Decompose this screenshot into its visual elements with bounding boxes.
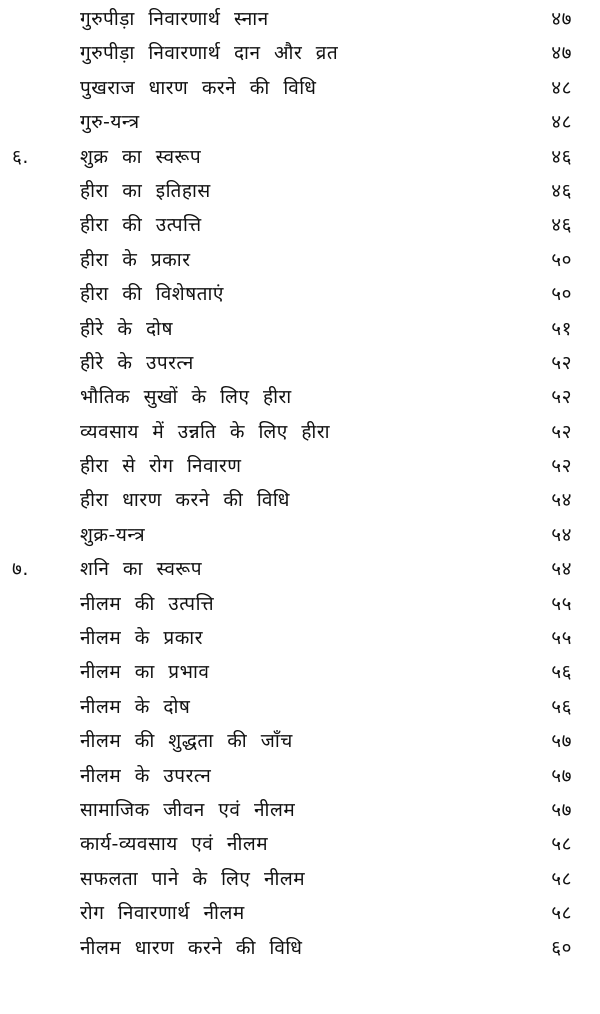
entry-title: नीलम की शुद्धता की जाँच (80, 730, 293, 753)
toc-entry (0, 655, 600, 689)
entry-title: व्यवसाय में उन्नति के लिए हीरा (80, 420, 331, 443)
page-number: ४६ (551, 145, 572, 168)
entry-title: पुखराज धारण करने की विधि (80, 76, 317, 99)
entry-title: नीलम की उत्पत्ति (80, 592, 215, 615)
page-number: ५२ (551, 455, 572, 478)
toc-entry (0, 931, 600, 965)
toc-entry (0, 621, 600, 655)
page-number: ५६ (551, 661, 572, 684)
entry-title: रोग निवारणार्थ नीलम (80, 902, 245, 925)
page-number: ४६ (551, 179, 572, 202)
entry-title: हीरा के प्रकार (80, 248, 191, 271)
toc-entry (0, 552, 600, 586)
entry-title: नीलम के दोष (80, 695, 191, 718)
page-number: ५७ (551, 764, 572, 787)
page-number: ५८ (551, 833, 572, 856)
toc-entry (0, 690, 600, 724)
entry-title: नीलम धारण करने की विधि (80, 936, 303, 959)
entry-title: हीरा का इतिहास (80, 179, 211, 202)
toc-entry (0, 483, 600, 517)
toc-entry (0, 518, 600, 552)
toc-entry (0, 36, 600, 70)
entry-title: हीरे के दोष (80, 317, 173, 340)
page-number: ५८ (551, 867, 572, 890)
toc-entry (0, 759, 600, 793)
entry-title: नीलम के उपरत्न (80, 764, 212, 787)
page-number: ५२ (551, 351, 572, 374)
toc-entry (0, 277, 600, 311)
toc-entry (0, 793, 600, 827)
entry-title: सफलता पाने के लिए नीलम (80, 867, 306, 890)
entry-title: शुक्र का स्वरूप (80, 145, 202, 168)
entry-title: गुरु-यन्त्र (80, 111, 140, 134)
chapter-number: ६. (12, 145, 29, 168)
page-number: ४६ (551, 214, 572, 237)
entry-title: हीरा धारण करने की विधि (80, 489, 290, 512)
page-number: ५५ (551, 627, 572, 650)
toc-entry (0, 827, 600, 861)
toc-entry (0, 724, 600, 758)
page-number: ५६ (551, 695, 572, 718)
toc-entry (0, 862, 600, 896)
entry-title: भौतिक सुखों के लिए हीरा (80, 386, 292, 409)
page-number: ४८ (551, 111, 572, 134)
toc-entry (0, 105, 600, 139)
page-number: ५४ (551, 489, 572, 512)
page-number: ५८ (551, 902, 572, 925)
entry-title: शनि का स्वरूप (80, 558, 202, 581)
page-number: ५२ (551, 420, 572, 443)
toc-entry (0, 449, 600, 483)
entry-title: नीलम का प्रभाव (80, 661, 210, 684)
page-number: ५१ (551, 317, 572, 340)
toc-entry (0, 896, 600, 930)
toc-entry (0, 174, 600, 208)
page-number: ४७ (551, 8, 572, 30)
toc-entry (0, 346, 600, 380)
page-number: ५७ (551, 798, 572, 821)
entry-title: हीरा की विशेषताएं (80, 283, 224, 306)
entry-title: हीरा से रोग निवारण (80, 455, 242, 478)
page-number: ५२ (551, 386, 572, 409)
page-number: ५४ (551, 558, 572, 581)
toc-entry (0, 71, 600, 105)
page-number: ४७ (551, 42, 572, 65)
page-number: ६० (551, 936, 572, 959)
entry-title: नीलम के प्रकार (80, 627, 203, 650)
toc-entry (0, 380, 600, 414)
page-number: ५० (551, 283, 572, 306)
page-number: ५७ (551, 730, 572, 753)
entry-title: हीरे के उपरत्न (80, 351, 194, 374)
entry-title: गुरुपीड़ा निवारणार्थ स्नान (80, 8, 269, 30)
toc-entry (0, 243, 600, 277)
entry-title: शुक्र-यन्त्र (80, 523, 146, 546)
toc-entry (0, 415, 600, 449)
chapter-number: ७. (12, 558, 29, 581)
page-number: ५४ (551, 523, 572, 546)
toc-entry (0, 2, 600, 36)
toc-entry (0, 312, 600, 346)
page-number: ४८ (551, 76, 572, 99)
entry-title: हीरा की उत्पत्ति (80, 214, 202, 237)
entry-title: कार्य-व्यवसाय एवं नीलम (80, 833, 269, 856)
toc-entry (0, 587, 600, 621)
page-number: ५० (551, 248, 572, 271)
toc-entry (0, 140, 600, 174)
entry-title: गुरुपीड़ा निवारणार्थ दान और व्रत (80, 42, 339, 65)
page-number: ५५ (551, 592, 572, 615)
toc-entry (0, 208, 600, 242)
entry-title: सामाजिक जीवन एवं नीलम (80, 798, 296, 821)
